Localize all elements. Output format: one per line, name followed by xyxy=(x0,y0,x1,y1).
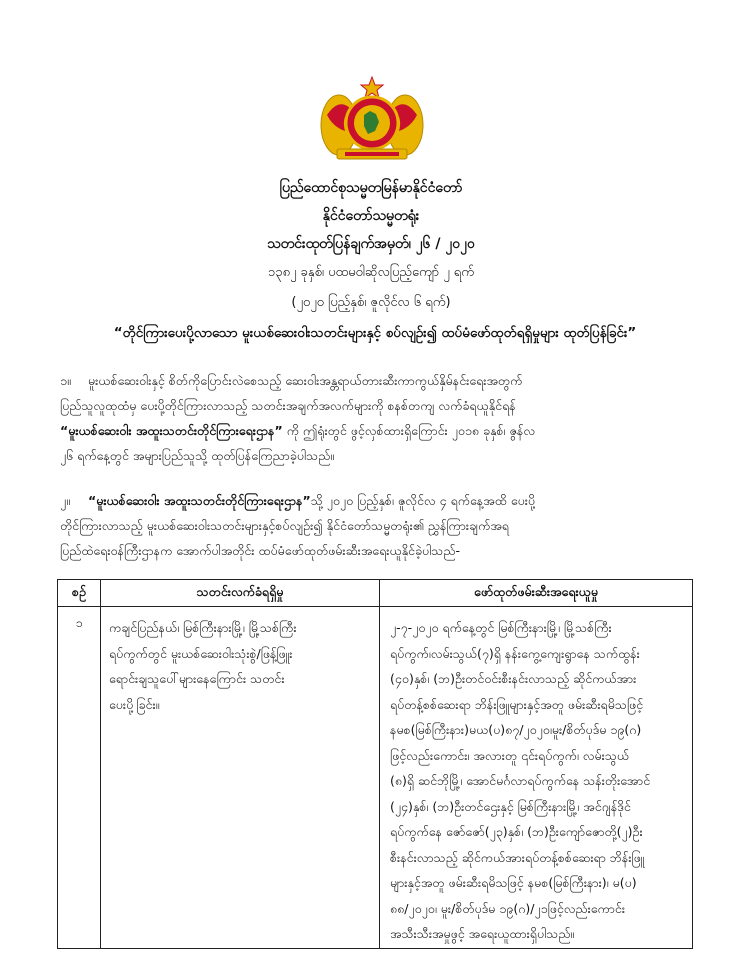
paragraph-text: သို့ ၂၀၂၀ ပြည့်နှစ်၊ ဇူလိုင်လ ၄ ရက်နေ့အထိ ပေးပို့ xyxy=(310,493,536,508)
cell-line: နမစ(မြစ်ကြီးနား)မယ(ပ)၈၇/၂၀၂၀၊မူး/စိတ်ပုဒ်မ ၁၉(ဂ) xyxy=(390,722,642,737)
paragraph-line: မူးယစ်ဆေးဝါးနှင့် စိတ်ကိုပြောင်းလဲစေသည့် ဆေးဝါးအန္တရာယ်တားဆီးကာကွယ်နှိမ်နင်းရေးအတွက် xyxy=(88,373,523,388)
cell-line: ၈၈/၂၀၂၀၊ မူး/စိတ်ပုဒ်မ ၁၉(ဂ)/၂၁ဖြင့်လည်းကောင်း xyxy=(390,900,626,916)
column-header-action: ဖော်ထုတ်ဖမ်းဆီးအရေးယူမှု xyxy=(380,580,693,607)
paragraph-line: ၂၆ ရက်နေ့တွင် အများပြည်သူသို့ ထုတ်ပြန်ကြေညာခဲ့ပါသည်။ xyxy=(60,448,335,463)
announcement-number: သတင်းထုတ်ပြန်ချက်အမှတ်၊ ၂၆ / ၂၀၂၀ xyxy=(267,236,475,252)
cell-line: ပေးပို့ခြင်း။ xyxy=(109,696,160,712)
government-name: ပြည်ထောင်စုသမ္မတမြန်မာနိုင်ငံတော် xyxy=(279,180,463,196)
cell-line: ကချင်ပြည်နယ်၊ မြစ်ကြီးနားမြို့၊ မြို့သစ်ကြီး xyxy=(109,620,297,635)
paragraph-line: ပြည်သူလူထုထံမှ ပေးပို့တိုင်ကြားလာသည့် သတင်းအချက်အလက်များကို စနစ်တကျ လက်ခံရယူနိုင်ရန် xyxy=(60,398,516,413)
cell-line: ၂-၇-၂၀၂၀ ရက်နေ့တွင် မြစ်ကြီးနားမြို့၊ မြို့သစ်ကြီး xyxy=(390,620,612,635)
cell-line: (၄၀)နှစ်၊ (ဘ)ဦးတင်ဝင်းစီးနင်းလာသည့် ဆိုင်ကယ်အား xyxy=(390,671,637,686)
document-headline: “တိုင်ကြားပေးပို့လာသော မူးယစ်ဆေးဝါးသတင်းများနှင့် စပ်လျဉ်း၍ ထပ်မံဖော်ထုတ်ရရှိမှုများ ထုတ်ပြန်ခြင်း” xyxy=(113,325,637,341)
cell-line: ဖြင့်လည်းကောင်း၊ အလားတူ ၎င်းရပ်ကွက်၊ လမ်းသွယ် xyxy=(390,747,630,763)
paragraph-text: ကို ဤရုံးတွင် ဖွင့်လှစ်ထားရှိကြောင်း ၂၀၁၈ ခုနှစ်၊ ဇွန်လ xyxy=(286,423,536,438)
paragraph-2 xyxy=(60,488,688,563)
bold-phrase: “မူးယစ်ဆေးဝါး အထူးသတင်းတိုင်ကြားရေးဌာန” xyxy=(88,493,311,508)
cell-line: စီးနင်းလာသည့် ဆိုင်ကယ်အားရပ်တန့်စစ်ဆေးရာ ဘိန်းဖြူ xyxy=(390,849,645,865)
paragraph-line: တိုင်ကြားလာသည့် မူးယစ်ဆေးဝါးသတင်းများနှင့်စပ်လျဉ်း၍ နိုင်ငံတော်သမ္မတရုံး၏ ညွှန်ကြားချက်အရ xyxy=(60,518,509,533)
table-header-row xyxy=(58,580,693,607)
cell-line: ရောင်းချသူပေါ်များနေကြောင်း သတင်း xyxy=(109,671,285,686)
cell-line: ရပ်ကွက်၊လမ်းသွယ်(၇)ရှိ နန်းကွေ့ကျေးရွာနေ သက်ထွန်း xyxy=(390,645,640,661)
cell-line: (၂၄)နှစ်၊ (ဘ)ဦးတင်ဌေးနှင့် မြစ်ကြီးနားမြို့၊ အင်ဂျန်ဒိုင် xyxy=(390,798,631,814)
action-cell xyxy=(380,607,693,949)
column-header-number: စဉ် xyxy=(58,580,101,607)
cell-line: ရပ်တန့်စစ်ဆေးရာ ဘိန်းဖြူများနှင့်အတူ ဖမ်းဆီးရမိသဖြင့် xyxy=(390,696,644,712)
office-name: နိုင်ငံတော်သမ္မတရုံး xyxy=(322,208,420,224)
paragraph-line xyxy=(60,418,688,443)
paragraph-line xyxy=(88,488,688,513)
cell-line: (၈)ရှိ ဆင်ဘိုမြို့၊ အောင်မင်္ဂလာရပ်ကွက်နေ သန်းတိုးအောင် xyxy=(390,773,651,788)
column-header-received: သတင်းလက်ခံရရှိမှု xyxy=(101,580,380,607)
date-gregorian: (၂၀၂၀ ပြည့်နှစ်၊ ဇူလိုင်လ ၆ ရက်) xyxy=(291,295,451,310)
cell-line: အသီးသီးအမှုဖွင့် အရေးယူထားရှိပါသည်။ xyxy=(390,926,575,941)
cell-line: ရပ်ကွက်တွင် မူးယစ်ဆေးဝါးသုံးစွဲ/ဖြန့်ဖြူး xyxy=(109,645,293,661)
state-seal-emblem xyxy=(317,75,427,167)
table-row xyxy=(58,607,693,949)
paragraph-1 xyxy=(60,368,688,468)
date-myanmar: ၁၃၈၂ ခုနှစ်၊ ပထမဝါဆိုလပြည့်ကျော် ၂ ရက် xyxy=(268,265,474,280)
paragraph-number: ၂။ xyxy=(60,493,70,508)
cell-line: များနှင့်အတူ ဖမ်းဆီးရမိသဖြင့် နမစ(မြစ်ကြီးနား)၊ မ(ပ) xyxy=(390,875,637,890)
paragraph-line: ပြည်ထဲရေးဝန်ကြီးဌာနက အောက်ပါအတိုင်း ထပ်မံဖော်ထုတ်ဖမ်းဆီးအရေးယူနိုင်ခဲ့ပါသည်- xyxy=(60,543,460,558)
actions-table xyxy=(57,579,693,949)
row-number: ၁ xyxy=(58,607,101,949)
bold-phrase: “မူးယစ်ဆေးဝါး အထူးသတင်းတိုင်ကြားရေးဌာန” xyxy=(60,423,283,438)
received-cell xyxy=(101,607,380,949)
paragraph-number: ၁။ xyxy=(60,373,71,388)
cell-line: ရပ်ကွက်နေ ဇော်ဇော်(၂၃)နှစ်၊ (ဘ)ဦးကျော်ဇောတို့(၂)ဦး xyxy=(390,824,643,839)
